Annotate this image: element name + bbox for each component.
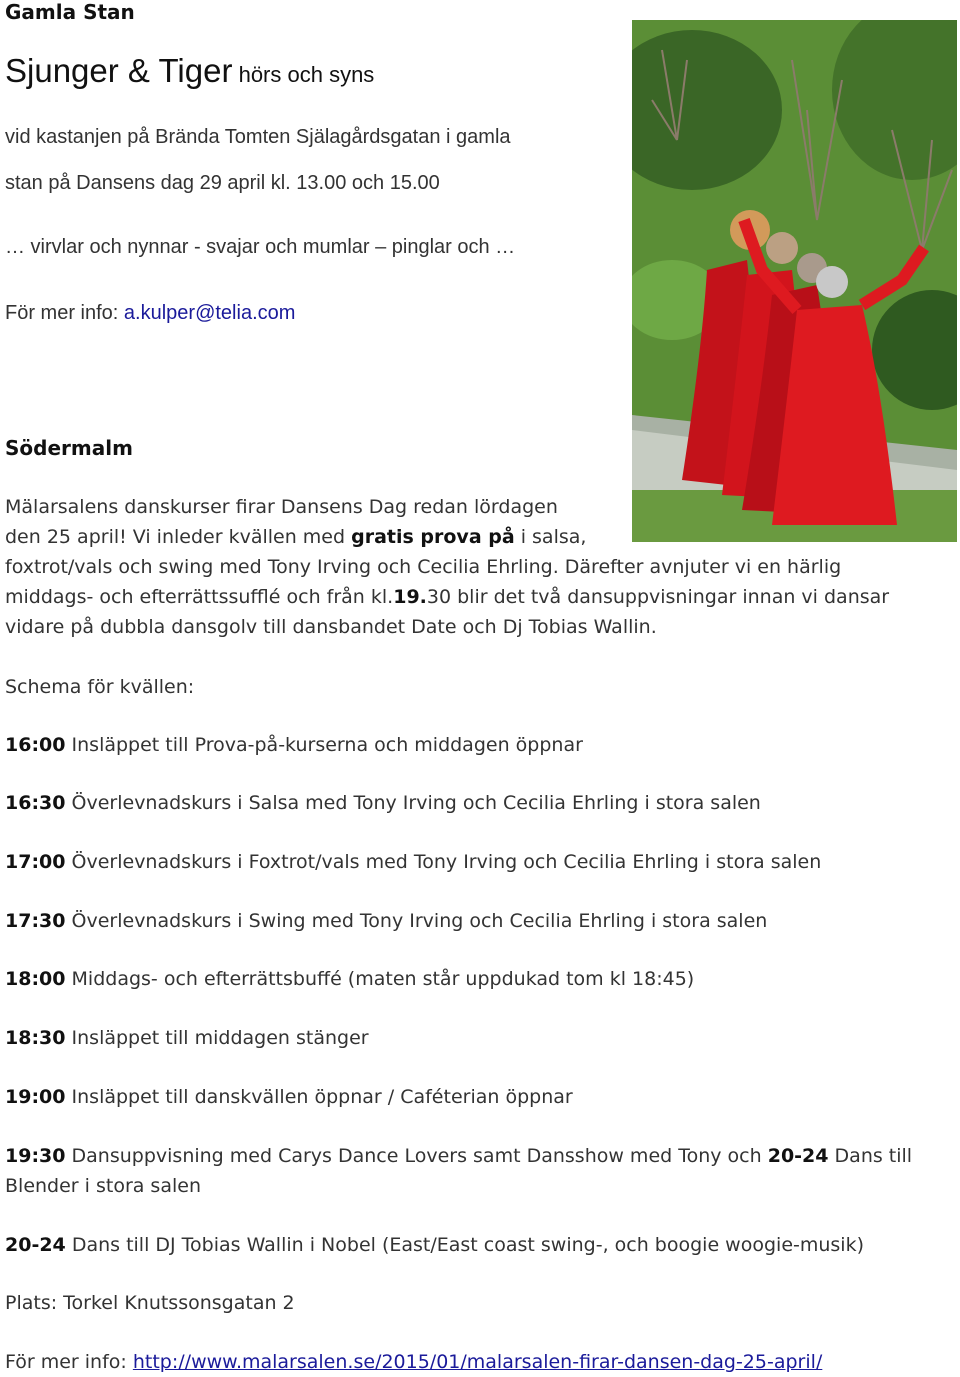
schedule-text: Överlevnadskurs i Swing med Tony Irving och Cecilia Ehrling i stora salen	[65, 910, 768, 932]
schedule-text: Överlevnadskurs i Salsa med Tony Irving och Cecilia Ehrling i stora salen	[65, 792, 761, 814]
schedule-text: Middags- och efterrättsbuffé (maten står uppdukad tom kl 18:45)	[65, 968, 695, 990]
schedule-text-b: Dans till	[828, 1145, 913, 1167]
schedule-time-inline: 20-24	[767, 1145, 829, 1167]
gratis-prova-pa: gratis prova på	[351, 526, 515, 548]
gamla-line-3: … virvlar och nynnar - svajar och mumlar – pinglar och …	[5, 236, 516, 258]
event-title	[5, 52, 374, 90]
schedule-item	[5, 910, 767, 932]
schedule-time: 18:00	[5, 968, 66, 990]
gamla-stan-heading: Gamla Stan	[5, 0, 135, 24]
schedule-item	[5, 1086, 573, 1108]
more-info-link[interactable]: http://www.malarsalen.se/2015/01/malarsalen-firar-dansen-dag-25-april/	[132, 1351, 823, 1373]
gamla-line-2: stan på Dansens dag 29 april kl. 13.00 och 15.00	[5, 172, 440, 194]
event-title-main: Sjunger & Tiger	[5, 52, 233, 89]
schedule-text: Dansuppvisning med Carys Dance Lovers samt Dansshow med Tony och	[65, 1145, 768, 1167]
schedule-time: 18:30	[5, 1027, 66, 1049]
sodermalm-line-1: Mälarsalens danskurser firar Dansens Dag redan lördagen	[5, 496, 558, 518]
dancers-illustration	[632, 20, 957, 542]
schedule-item	[5, 792, 761, 814]
schedule-item-1930-cont: Blender i stora salen	[5, 1175, 201, 1197]
sodermalm-line-2-c: i salsa,	[514, 526, 587, 548]
sodermalm-line-4-c: 30 blir det två dansuppvisningar innan vi dansar	[426, 586, 890, 608]
gamla-info	[5, 302, 295, 325]
sodermalm-line-3: foxtrot/vals och swing med Tony Irving och Cecilia Ehrling. Därefter avnjuter vi en härlig	[5, 556, 842, 578]
schedule-heading: Schema för kvällen:	[5, 676, 195, 698]
schedule-time: 16:00	[5, 734, 66, 756]
schedule-text: Överlevnadskurs i Foxtrot/vals med Tony Irving och Cecilia Ehrling i stora salen	[65, 851, 822, 873]
schedule-text: Dans till DJ Tobias Wallin i Nobel (East/East coast swing-, och boogie woogie-musik)	[65, 1234, 865, 1256]
schedule-time: 20-24	[5, 1234, 66, 1256]
schedule-time: 17:00	[5, 851, 66, 873]
schedule-item	[5, 968, 694, 990]
sodermalm-line-2	[5, 526, 586, 548]
schedule-time: 17:30	[5, 910, 66, 932]
email-link[interactable]: a.kulper@telia.com	[123, 302, 296, 324]
schedule-item	[5, 1027, 369, 1049]
schedule-time: 19:30	[5, 1145, 66, 1167]
schedule-time: 16:30	[5, 792, 66, 814]
schedule-time: 19:00	[5, 1086, 66, 1108]
sodermalm-line-2-a: den 25 april! Vi inleder kvällen med	[5, 526, 352, 548]
schedule-item-2024	[5, 1234, 864, 1256]
sodermalm-heading: Södermalm	[5, 436, 133, 460]
sodermalm-line-4-bold: 19.	[393, 586, 427, 608]
sodermalm-line-5: vidare på dubbla dansgolv till dansbandet Date och Dj Tobias Wallin.	[5, 616, 657, 638]
dancers-photo	[632, 20, 957, 542]
sodermalm-line-4-a: middags- och efterrättssufflé och från kl.	[5, 586, 394, 608]
schedule-item	[5, 734, 583, 756]
sodermalm-line-4	[5, 586, 889, 608]
schedule-item	[5, 851, 821, 873]
schedule-text: Insläppet till middagen stänger	[65, 1027, 369, 1049]
more-info	[5, 1351, 822, 1373]
schedule-text: Insläppet till Prova-på-kurserna och middagen öppnar	[65, 734, 583, 756]
more-info-label: För mer info:	[5, 1351, 133, 1373]
gamla-line-1: vid kastanjen på Brända Tomten Själagårdsgatan i gamla	[5, 126, 511, 148]
schedule-text: Insläppet till danskvällen öppnar / Caféterian öppnar	[65, 1086, 573, 1108]
schedule-item-1930	[5, 1145, 912, 1167]
gamla-info-label: För mer info:	[5, 302, 124, 324]
event-title-sub: hörs och syns	[232, 62, 375, 87]
venue-address: Plats: Torkel Knutssonsgatan 2	[5, 1292, 295, 1314]
